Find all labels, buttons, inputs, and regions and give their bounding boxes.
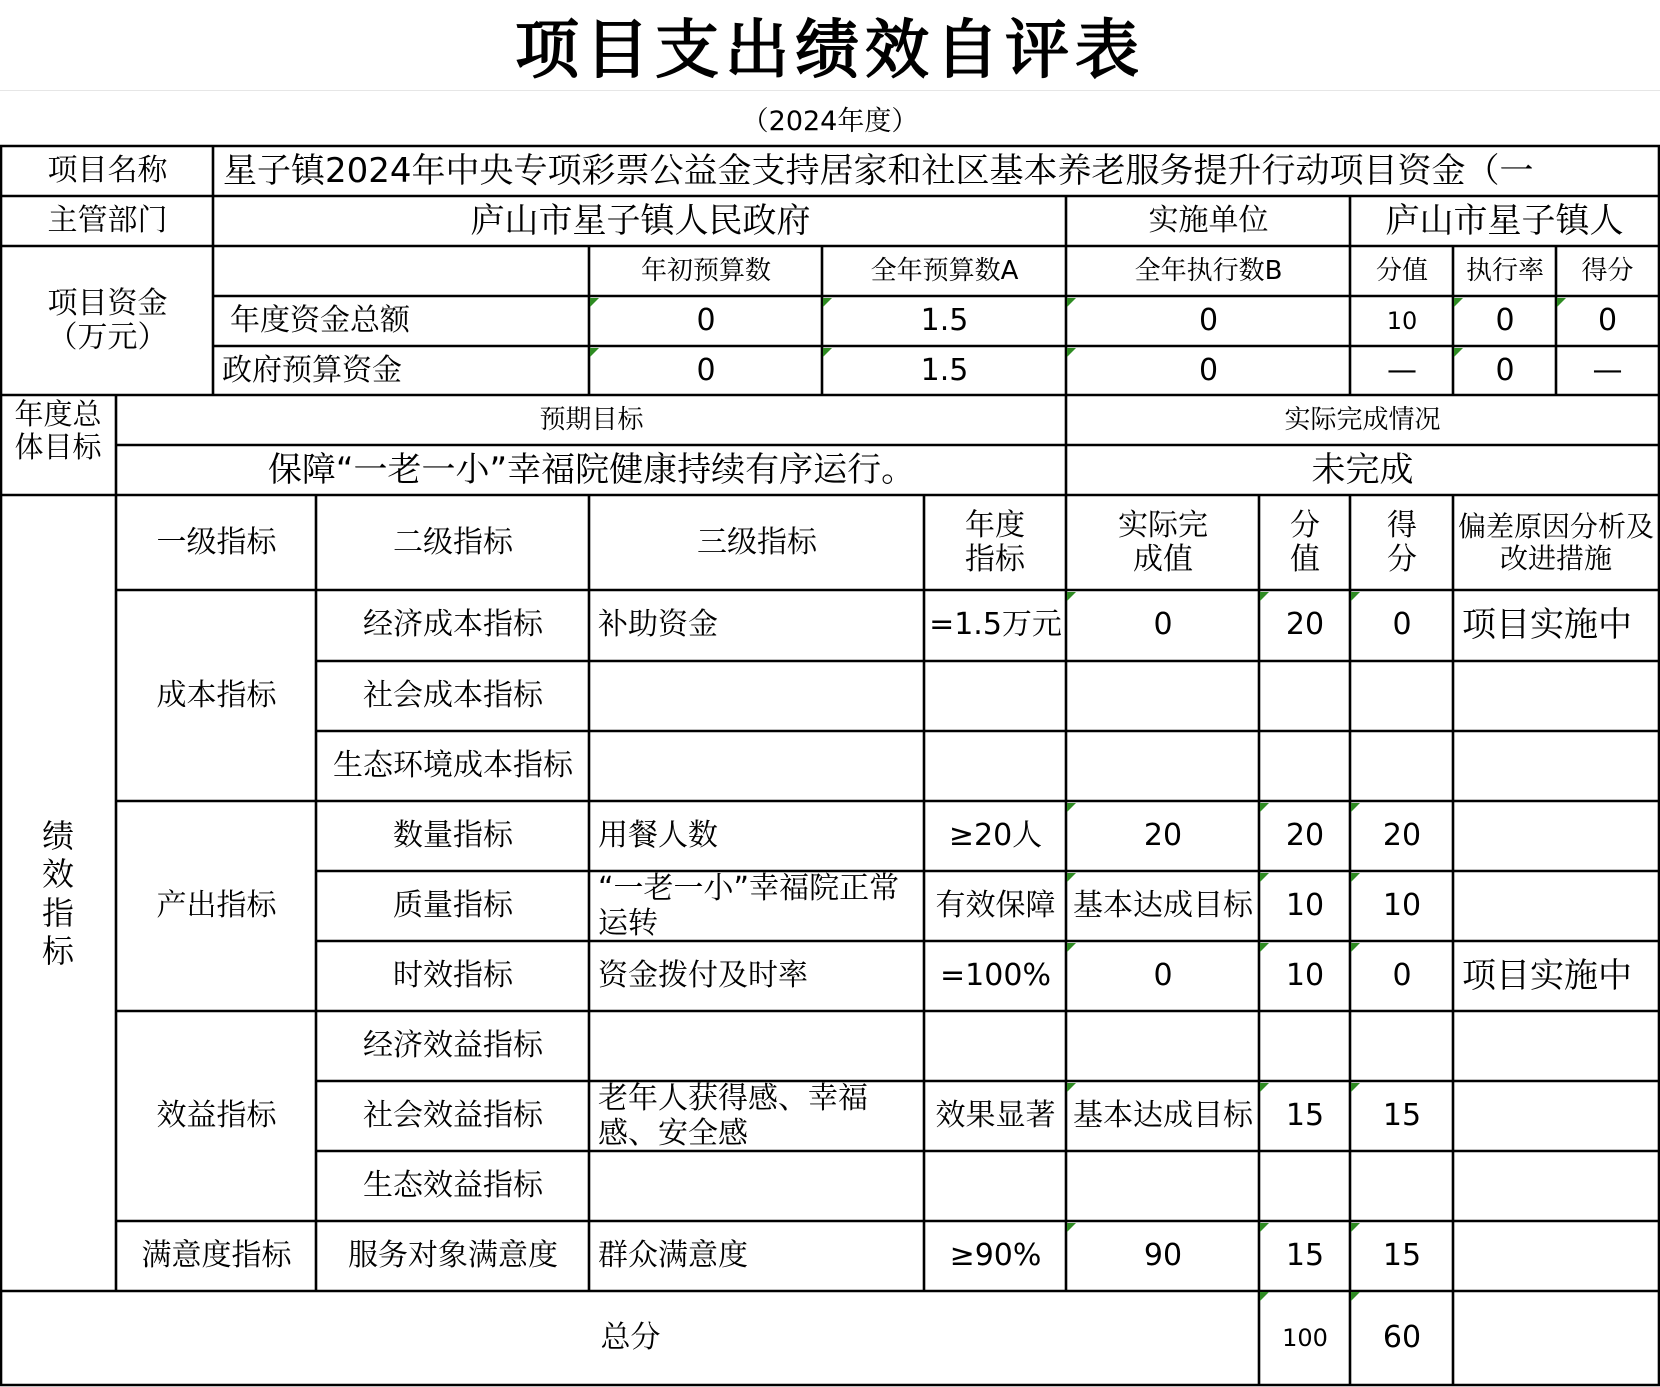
project-name-label: 项目名称 [47,153,168,189]
perf-cell-deviation: 项目实施中 [1462,955,1632,996]
perf-cell-level3 [590,1152,924,1221]
perf-cell-level3: 老年人获得感、幸福感、安全感 [598,1082,868,1151]
perf-cell-score [1351,1012,1453,1081]
comment-marker [1067,1223,1076,1232]
comment-marker [1351,1223,1360,1232]
perf-cell-deviation [1454,1222,1658,1291]
perf-cell-level2: 社会成本指标 [363,678,543,714]
impl-unit-label: 实施单位 [1148,203,1269,239]
comment-marker [1260,1083,1269,1092]
comment-marker [1351,592,1360,601]
perf-cell-target: ≥90% [949,1238,1042,1274]
perf-cell-target: ≥20人 [948,818,1043,854]
perf-cell-level3: 资金拨付及时率 [598,958,808,994]
perf-cell-deviation [1454,872,1658,941]
funds-row-initial: 0 [696,352,716,388]
comment-marker [1067,943,1076,952]
total-score: 60 [1382,1320,1422,1356]
perf-cell-actual [1067,732,1259,801]
perf-cell-level2: 经济效益指标 [363,1028,543,1064]
comment-marker [1260,592,1269,601]
header-annual-target: 年度指标 [965,507,1025,577]
perf-cell-score-value [1260,1012,1350,1081]
perf-cell-level2: 数量指标 [393,818,513,854]
perf-cell-target [925,1152,1066,1221]
annual-goal-label: 年度总体目标 [14,397,102,465]
perf-cell-target [925,732,1066,801]
funds-row-annual: 1.5 [920,352,969,388]
funds-row-score: 0 [1597,303,1618,339]
funds-row-score-value: 10 [1386,306,1418,335]
comment-marker [1067,592,1076,601]
perf-cell-deviation [1454,1012,1658,1081]
perf-cell-deviation [1454,662,1658,731]
project-name-value: 星子镇2024年中央专项彩票公益金支持居家和社区基本养老服务提升行动项目资金（一 [223,150,1534,191]
perf-cell-level2: 经济成本指标 [363,607,543,643]
comment-marker [1067,348,1076,357]
header-level1: 一级指标 [156,524,277,560]
funds-row-executed: 0 [1198,303,1219,339]
perf-cell-deviation [1454,732,1658,801]
funds-row-annual: 1.5 [920,303,969,339]
expected-goal-value: 保障“一老一小”幸福院健康持续有序运行。 [267,449,916,490]
funds-row-score-value: — [1387,352,1417,388]
funds-row-name: 年度资金总额 [230,303,410,339]
funds-header-executed: 全年执行数B [1134,255,1283,286]
comment-marker [1260,803,1269,812]
perf-cell-target [925,662,1066,731]
perf-cell-score: 0 [1392,607,1412,643]
funds-label-line1: 项目资金 [47,285,168,321]
perf-cell-level3: “一老一小”幸福院正常运转 [598,872,900,941]
perf-cell-actual: 20 [1143,818,1183,854]
comment-marker [1351,1083,1360,1092]
perf-cell-deviation [1454,1082,1658,1151]
level1-benefit: 效益指标 [156,1098,277,1134]
dept-value: 庐山市星子镇人民政府 [470,200,811,241]
perf-cell-score-value [1260,1152,1350,1221]
perf-cell-level2: 生态效益指标 [363,1168,543,1204]
perf-cell-score [1351,732,1453,801]
perf-cell-actual: 基本达成目标 [1073,888,1253,924]
header-score: 得分 [1387,507,1417,577]
performance-side-label: 绩效指标 [41,816,74,970]
total-score-value: 100 [1282,1323,1328,1352]
comment-marker [590,348,599,357]
perf-cell-level2: 质量指标 [393,888,513,924]
comment-marker [1067,873,1076,882]
expected-goal-header: 预期目标 [539,404,644,435]
perf-cell-level3: 补助资金 [598,607,718,643]
perf-cell-deviation [1454,1152,1658,1221]
actual-goal-value: 未完成 [1311,449,1414,490]
perf-cell-score: 10 [1382,888,1422,924]
actual-goal-header: 实际完成情况 [1284,404,1441,435]
perf-cell-score-value: 10 [1285,958,1325,994]
comment-marker [1260,1223,1269,1232]
comment-marker [823,298,832,307]
perf-cell-score-value: 20 [1285,818,1325,854]
perf-cell-level3: 用餐人数 [598,818,718,854]
perf-cell-level3 [590,662,924,731]
total-label: 总分 [600,1320,661,1356]
funds-header-score-value: 分值 [1375,255,1428,286]
impl-unit-value: 庐山市星子镇人 [1385,200,1624,241]
comment-marker [1260,943,1269,952]
perf-cell-score-value: 10 [1285,888,1325,924]
year-subtitle: （2024年度） [741,105,919,137]
funds-label-line2: （万元） [47,320,168,355]
perf-cell-level2: 社会效益指标 [363,1098,543,1134]
perf-cell-actual: 0 [1153,607,1173,643]
perf-cell-level3: 群众满意度 [598,1238,748,1274]
header-score-value: 分值 [1290,507,1320,577]
perf-cell-score: 15 [1382,1098,1422,1134]
perf-cell-score: 15 [1382,1238,1422,1274]
comment-marker [823,348,832,357]
funds-header-score: 得分 [1581,255,1634,286]
perf-cell-actual [1067,1152,1259,1221]
funds-header-rate: 执行率 [1465,255,1544,286]
comment-marker [1067,298,1076,307]
perf-cell-level2: 生态环境成本指标 [333,748,573,784]
comment-marker [1454,348,1463,357]
level1-satisfaction: 满意度指标 [141,1238,292,1274]
comment-marker [1351,1292,1360,1301]
dept-label: 主管部门 [47,203,168,239]
funds-header-initial: 年初预算数 [640,255,771,286]
perf-cell-actual [1067,1012,1259,1081]
header-level3: 三级指标 [697,524,817,560]
perf-cell-level3 [590,732,924,801]
funds-row-rate: 0 [1495,303,1515,339]
perf-cell-actual: 90 [1143,1238,1183,1274]
funds-header-annual: 全年预算数A [870,255,1019,286]
funds-row-initial: 0 [696,303,716,339]
perf-cell-level2: 时效指标 [393,958,513,994]
perf-cell-score-value [1260,662,1350,731]
perf-cell-actual: 0 [1153,958,1173,994]
perf-cell-target [925,1012,1066,1081]
perf-cell-level2: 服务对象满意度 [348,1238,558,1274]
comment-marker [1260,873,1269,882]
perf-cell-score-value [1260,732,1350,801]
perf-cell-score [1351,1152,1453,1221]
funds-row-score: — [1592,352,1623,388]
level1-output: 产出指标 [156,888,277,924]
comment-marker [1067,1083,1076,1092]
comment-marker [1351,803,1360,812]
perf-cell-deviation [1454,802,1658,871]
perf-cell-score [1351,662,1453,731]
perf-cell-score: 20 [1382,818,1422,854]
perf-cell-actual [1067,662,1259,731]
comment-marker [1351,943,1360,952]
comment-marker [1454,298,1463,307]
level1-cost: 成本指标 [156,677,277,713]
comment-marker [1067,803,1076,812]
perf-cell-actual: 基本达成目标 [1073,1098,1253,1134]
header-deviation: 偏差原因分析及改进措施 [1457,509,1654,575]
perf-cell-score-value: 20 [1285,607,1325,643]
perf-cell-target: 效果显著 [935,1098,1056,1134]
perf-cell-target: 有效保障 [935,888,1056,924]
perf-cell-target: =1.5万元 [929,607,1062,643]
perf-cell-score: 0 [1392,958,1412,994]
funds-label [2,247,213,395]
comment-marker [1351,873,1360,882]
perf-cell-score-value: 15 [1285,1238,1325,1274]
perf-cell-level3 [590,1012,924,1081]
funds-row-rate: 0 [1495,352,1515,388]
comment-marker [590,298,599,307]
comment-marker [1557,298,1566,307]
perf-cell-target: =100% [940,958,1051,994]
comment-marker [1260,1292,1269,1301]
perf-cell-score-value: 15 [1285,1098,1325,1134]
header-level2: 二级指标 [393,524,513,560]
page-title: 项目支出绩效自评表 [0,0,1660,91]
header-actual-value: 实际完成值 [1118,507,1208,577]
perf-cell-deviation: 项目实施中 [1462,604,1632,645]
funds-row-name: 政府预算资金 [222,352,402,388]
funds-row-executed: 0 [1198,352,1219,388]
